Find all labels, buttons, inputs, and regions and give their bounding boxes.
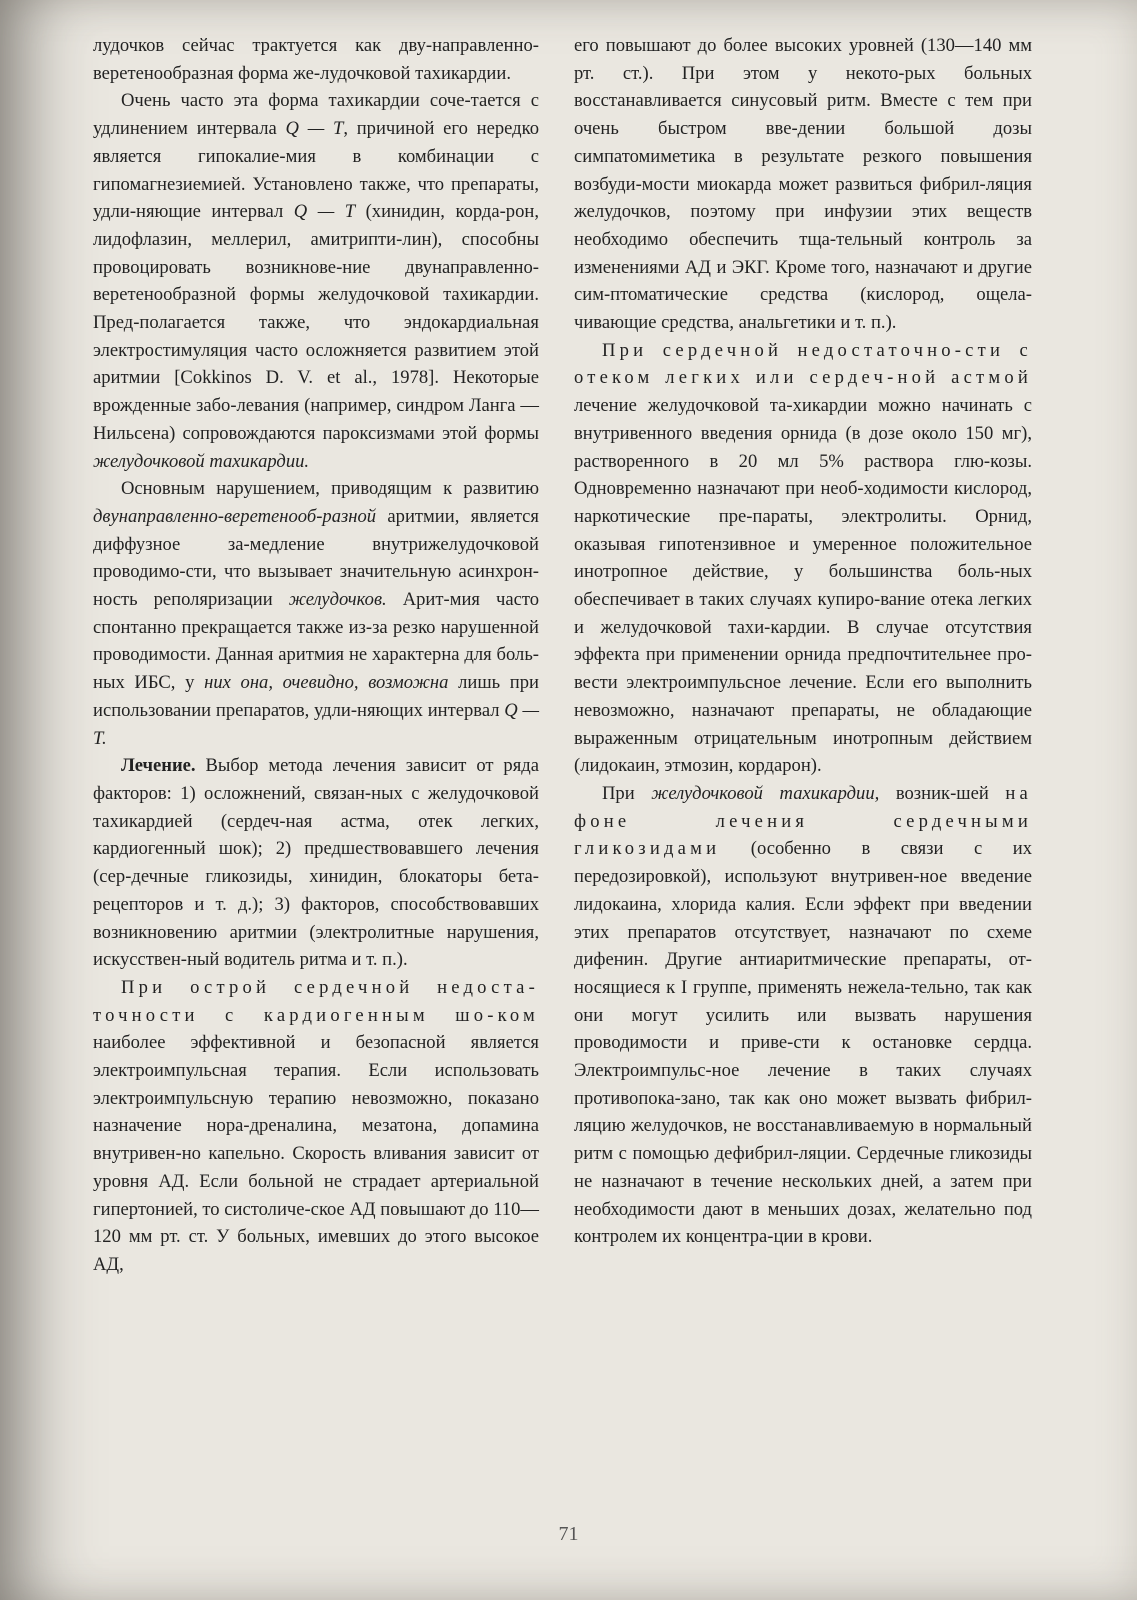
text: Выбор метода лечения зависит от ряда факторов: 1) осложнений, связан-ных с желудочковой тахикардией (сердеч-ная астма, отек легких, кардиогенный шок); 2) предшествовавшего лечения (сер-дечные гликозиды, хинидин, блокаторы бета-рецепторов и т. д.); 3) факторов, способствовавших возникновению аритмии (электролитные нарушения, искусствен-ный водитель ритма и т. п.). xyxy=(93,755,539,971)
text: (хинидин, корда-рон, лидофлазин, меллерил, амитрипти-лин), способны провоцировать возникнове-ние двунаправленно-веретенообразной формы желудочковой тахикардии. Пред-полагается также, что эндокардиальная электростимуляция часто осложняется развитием этой аритмии [Cokkinos D. V. et al., 1978]. Некоторые врожденные забо-левания (например, синдром Ланга — Нильсена) сопровождаются пароксизмами этой формы xyxy=(93,201,539,444)
paragraph-text: его повышают до более высоких уровней (130—140 мм рт. ст.). При этом у некото-рых больных восстанавливается синусовый ритм. Вместе с тем при очень быстром вве-дении большой дозы симпатомиметика в результате резкого повышения возбуди-мости миокарда может развиться фибрил-ляция желудочков, поэтому при инфузии этих веществ необходимо обеспечить тща-тельный контроль за изменениями АД и ЭКГ. Кроме того, назначают и другие сим-птоматические средства (кислород, ощела-чивающие средства, анальгетики и т. п.). xyxy=(574,35,1032,334)
formula: Q — T. xyxy=(93,699,539,749)
text: При xyxy=(602,782,652,804)
text: возник-шей xyxy=(879,782,1006,804)
emphasis: них она, очевидно, возможна xyxy=(204,672,449,694)
paragraph xyxy=(93,32,539,87)
emphasis: желудочковой тахикардии. xyxy=(93,450,310,472)
formula: Q — T xyxy=(285,118,344,140)
paragraph xyxy=(574,337,1032,780)
paragraph-text: лудочков сейчас трактуется как дву-направленно-веретенообразная форма же-лудочковой тахикардии. xyxy=(93,35,539,84)
paragraph xyxy=(93,752,539,974)
paragraph xyxy=(93,87,539,475)
formula: Q — T xyxy=(293,201,356,223)
spaced-emphasis: При острой сердечной недоста-точности с кардиогенным шо-ком xyxy=(93,976,539,1026)
paragraph xyxy=(93,475,539,752)
text: лечение желудочковой та-хикардии можно начинать с внутривенного введения орнида (в дозе около 150 мг), растворенного в 20 мл 5% раствора глю-козы. Одновременно назначают при необ-ходимости кислород, наркотические пре-параты, электролиты. Орнид, оказывая гипотензивное и умеренное положительное инотропное действие, у большинства боль-ных обеспечивает в таких случаях купиро-вание отека легких и желудочковой тахи-кардии. В случае отсутствия эффекта при применении орнида предпочтительнее про-вести электроимпульсное лечение. Если его выполнить невозможно, назначают препараты, не обладающие выраженным отрицательным инотропным действием (лидокаин, этмозин, кордарон). xyxy=(574,395,1032,777)
paragraph xyxy=(93,974,539,1279)
page-number: 71 xyxy=(558,1523,579,1545)
emphasis: желудочковой тахикардии, xyxy=(651,782,880,804)
text: Арит-мия часто спонтанно прекращается также из-за резко нарушенной проводимости. Данная аритмия не характерна для боль-ных ИБС, у xyxy=(93,589,540,694)
run-in-heading: Лечение. xyxy=(121,755,196,777)
right-column xyxy=(574,32,1032,1251)
paragraph xyxy=(574,780,1032,1251)
text: аритмии, является диффузное за-медление внутрижелудочковой проводимо-сти, что вызывает значительную асинхрон-ность реполяризации xyxy=(93,505,539,611)
emphasis: двунаправленно-веретенооб-разной xyxy=(93,505,377,527)
paragraph xyxy=(574,32,1032,337)
text: (особенно в связи с их передозировкой), используют внутривен-ное введение лидокаина, хлорида калия. Если эффект при введении этих препаратов отсутствует, назначают по схеме дифенин. Другие антиаритмические препараты, от-носящиеся к I группе, применять нежела-тельно, так как они могут усилить или вызвать нарушения проводимости и приве-сти к остановке сердца. Электроимпульс-ное лечение в таких случаях противопока-зано, так как оно может вызвать фибрил-ляцию желудочков, не восстанавливаемую в нормальный ритм с помощью дефибрил-ляции. Сердечные гликозиды не назначают в течение нескольких дней, а затем при необходимости дают в меньших дозах, желательно под контролем их концентра-ции в крови. xyxy=(574,838,1032,1248)
text: Основным нарушением, приводящим к развитию xyxy=(121,478,539,500)
text: наиболее эффективной и безопасной является электроимпульсная терапия. Если использовать электроимпульсную терапию невозможно, показано назначение нора-дреналина, мезатона, допамина внутривен-но капельно. Скорость вливания зависит от уровня АД. Если больной не страдает артериальной гипертонией, то систоличе-ское АД повышают до 110—120 мм рт. ст. У больных, имевших до этого высокое АД, xyxy=(93,1032,539,1275)
left-column xyxy=(93,32,539,1279)
text: лишь при использовании препаратов, удли-няющих интервал xyxy=(93,672,539,721)
text: , причиной его нередко является гипокалие-мия в комбинации с гипомагнезиемией. Установлено также, что препараты, удли-няющие интервал xyxy=(93,118,540,223)
emphasis: желудочков. xyxy=(288,589,387,611)
text: Очень часто эта форма тахикардии соче-тается с удлинением интервала xyxy=(93,90,539,140)
spaced-emphasis: При сердечной недостаточно-сти с отеком легких или сердеч-ной астмой xyxy=(574,339,1032,389)
spaced-emphasis: на фоне лечения сердечными гликозидами xyxy=(574,782,1032,860)
